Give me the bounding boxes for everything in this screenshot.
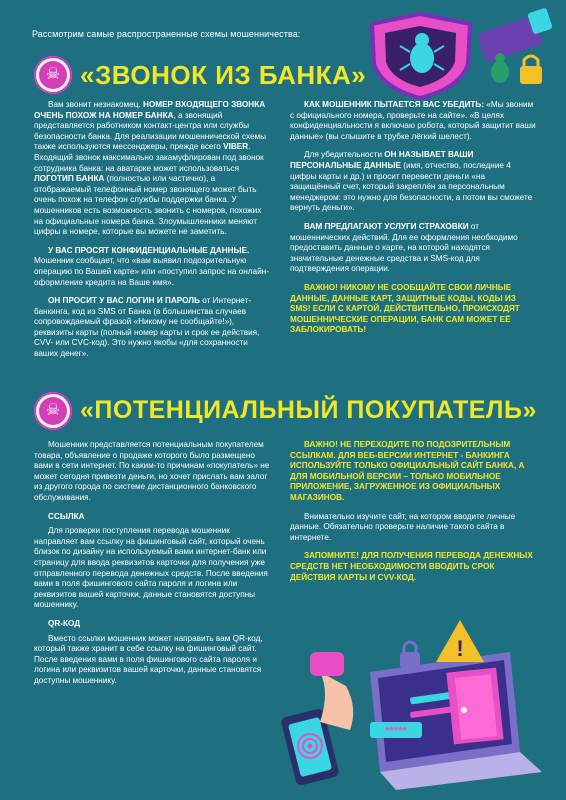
- door-icon: [446, 668, 503, 745]
- lock-icon: [520, 56, 542, 84]
- section1-left-paragraph-2: У ВАС ПРОСЯТ КОНФИДЕНЦИАЛЬНЫЕ ДАННЫЕ. Мошенник сообщает, что «вам выявил подозрительную операцию по Вашей карте» или «поступил запрос на онлайн-оформление кредита на Ваше имя».: [34, 245, 269, 287]
- section2-left-paragraph-3: Вместо ссылки мошенник может направить вам QR-код, который также хранит в себе ссылку на фишинговый сайт. После введения вами в поля фишингового сайта пароля и логина или реквизитов вашей карточки, данные становятся доступны мошеннику.: [34, 633, 263, 685]
- lock-icon: [400, 642, 420, 668]
- usb-drive-icon: [477, 7, 553, 62]
- skull-icon: ☠: [39, 61, 67, 89]
- section2-left-column: [34, 440, 270, 694]
- section1-right-paragraph-3: ВАМ ПРЕДЛАГАЮТ УСЛУГИ СТРАХОВКИ от мошеннических действий. Для ее оформления необходимо предоставить данные о карте, на которой находятся значительные денежные средства и SMS-код для подтверждения операции.: [290, 221, 518, 274]
- section2-left-paragraph-1: Мошенник представляется потенциальным покупателем товара, объявление о продаже которого было размещено вами в сети интернет. По каким-то причинам «покупатель» не может сегодня привезти деньги, но хочет прислать вам залог из другого города по системе дистанционного банковского обслуживания.: [34, 440, 270, 502]
- skull-badge: [34, 56, 72, 94]
- section2-subheading-qr: QR-КОД: [48, 618, 81, 628]
- section2-right-column: [290, 440, 536, 591]
- section2-warning-1: ВАЖНО! НЕ ПЕРЕХОДИТЕ ПО ПОДОЗРИТЕЛЬНЫМ ССЫЛКАМ. ДЛЯ ВЕБ-ВЕРСИИ ИНТЕРНЕТ - БАНКИНГА ИСПОЛЬЗУЙТЕ ТОЛЬКО ОФИЦИАЛЬНЫЙ САЙТ БАНКА, А ДЛЯ МОБИЛЬНОЙ ВЕРСИИ – ТОЛЬКО МОБИЛЬНОЕ ПРИЛОЖЕНИЕ, ЗАГРУЖЕННОЕ ИЗ ОФИЦИАЛЬНЫХ МАГАЗИНОВ.: [290, 440, 525, 502]
- section2-right-paragraph-1: Внимательно изучите сайт, на котором вводите личные данные. Обязательно проверьте наличие такого сайта в интернете.: [290, 511, 516, 542]
- section1-right-column: [290, 100, 536, 344]
- section1-left-paragraph-3: ОН ПРОСИТ У ВАС ЛОГИН И ПАРОЛЬ от Интернет-банкинга, код из SMS от Банка (в большинства случаев сопровождаемый фразой «Никому не сообщайте!»), реквизиты карты (полный номер карты и срок ее действия, CVV- или CVC-код). Это нужно якобы «для сохранности ваших денег».: [34, 296, 260, 359]
- section1-right-paragraph-1: КАК МОШЕННИК ПЫТАЕТСЯ ВАС УБЕДИТЬ: «Мы звоним с официального номера, проверьте на сайте». «В целях конфиденциальности я включаю робота, который защитит ваши данные» (вы слышите в трубке лёгкий шелест).: [290, 100, 536, 141]
- security-illustration-top: [360, 6, 560, 102]
- section2-subheading-link: ССЫЛКА: [48, 511, 85, 521]
- section1-warning: ВАЖНО! НИКОМУ НЕ СООБЩАЙТЕ СВОИ ЛИЧНЫЕ ДАННЫЕ, ДАННЫЕ КАРТ, ЗАЩИТНЫЕ КОДЫ, КОДЫ ИЗ SMS! ЕСЛИ С КАРТОЙ, ДЕЙСТВИТЕЛЬНО, ПРОИСХОДЯТ МОШЕННИЧЕСКИЕ ОПЕРАЦИИ, БАНК САМ МОЖЕТ ЕЁ ЗАБЛОКИРОВАТЬ!: [290, 282, 520, 335]
- section-title-bank-call: «ЗВОНОК ИЗ БАНКА»: [80, 60, 367, 90]
- password-field: [370, 722, 422, 738]
- section-title-potential-buyer: «ПОТЕНЦИАЛЬНЫЙ ПОКУПАТЕЛЬ»: [80, 396, 537, 424]
- skull-icon: ☠: [39, 397, 67, 425]
- alert-mark: !: [456, 636, 464, 661]
- section2-left-paragraph-2: Для проверки поступления перевода мошенник направляет вам ссылку на фишинговый сайт, который очень близок по дизайну на используемый вами интернет-банк или страницу для ввода реквизитов карточки для получения уже отправленного перевода денежных средств. После введения вами в поля фишингового сайта пароля и логина или реквизитов вашей карточки, данные становятся доступны мошеннику.: [34, 526, 268, 610]
- phishing-illustration-bottom: [280, 612, 556, 792]
- section1-left-column: [34, 100, 270, 368]
- section1-right-paragraph-2: Для убедительности ОН НАЗЫВАЕТ ВАШИ ПЕРСОНАЛЬНЫЕ ДАННЫЕ (имя, отчество, последние 4 цифры карты и др.) и просит перевести деньги «на защищённый счет, который закреплён за персональным менеджером: это нужно для безопасности, а потом вы сможете вернуть деньги».: [290, 150, 533, 213]
- intro-text: Рассмотрим самые распространенные схемы мошенничества:: [32, 29, 301, 39]
- password-mask: *****: [385, 725, 407, 737]
- skull-badge: [34, 392, 72, 430]
- section2-warning-2: ЗАПОМНИТЕ! ДЛЯ ПОЛУЧЕНИЯ ПЕРЕВОДА ДЕНЕЖНЫХ СРЕДСТВ НЕТ НЕОБХОДИМОСТИ ВВОДИТЬ СРОК ДЕЙСТВИЯ КАРТЫ И CVV-КОД.: [290, 551, 533, 582]
- warning-icon: [436, 620, 484, 662]
- section1-left-paragraph-1: Вам звонит незнакомец. НОМЕР ВХОДЯЩЕГО ЗВОНКА ОЧЕНЬ ПОХОЖ НА НОМЕР БАНКА, а звонящий представляется работником контакт-центра или службы безопасности банка. Для реализации мошеннической схемы также используются мессенджеры, прежде всего VIBER. Входящий звонок максимально закамуфлирован под звонок сотрудника банка: на аватарке может использоваться ЛОГОТИП БАНКА (полностью или частично), а отображаемый телефонный номер звонящего может быть очень похож на телефон службы поддержки банка. У мошенников есть возможность звонить с номеров, похожих на официальные номера банка. Злоумышленники меняют цифры в номере, которые вы можете не заметить.: [34, 100, 267, 237]
